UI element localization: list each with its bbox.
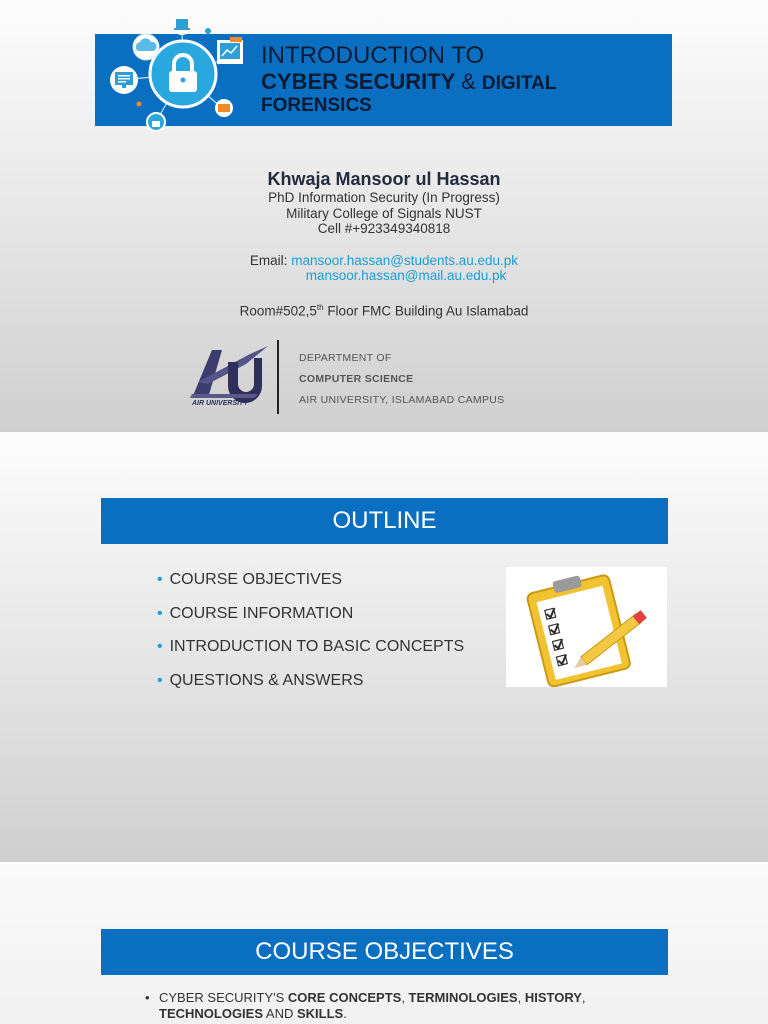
course-objectives-slide	[0, 864, 768, 1024]
logo-caption: AIR UNIVERSITY	[192, 400, 249, 407]
speaker-cell: Cell #+923349340818	[317, 221, 451, 236]
list-item-label: INTRODUCTION TO BASIC CONCEPTS	[169, 638, 465, 655]
bullet-dot: •	[157, 604, 163, 622]
title-cyber-security: CYBER SECURITY	[261, 69, 455, 94]
room-location	[0, 300, 768, 319]
list-item-label: QUESTIONS & ANSWERS	[169, 671, 364, 689]
bullet-dot: •	[157, 571, 163, 588]
objective-period: .	[343, 1006, 347, 1021]
email-link-2[interactable]: mansoor.hassan@mail.au.edu.pk	[305, 268, 507, 283]
outline-slide	[0, 432, 768, 864]
speaker-degree: PhD Information Security (In Progress)	[268, 190, 500, 205]
room-building: Floor FMC Building Au Islamabad	[323, 303, 529, 318]
list-item	[157, 570, 464, 604]
department-info	[299, 348, 504, 411]
objective-technologies: TECHNOLOGIES	[159, 1006, 264, 1021]
objective-skills: SKILLS	[296, 1006, 344, 1021]
objective-comma: ,	[401, 990, 409, 1005]
monitor-icon	[110, 66, 138, 94]
laptop-icon	[172, 15, 192, 35]
title-slide	[0, 0, 768, 432]
logo-divider	[277, 340, 279, 414]
speaker-name: Khwaja Mansoor ul Hassan	[267, 169, 501, 189]
email-link-1[interactable]: mansoor.hassan@students.au.edu.pk	[291, 252, 519, 268]
objective-terminologies: TERMINOLOGIES	[408, 990, 518, 1005]
air-university-logo	[188, 342, 272, 417]
small-lock-icon	[147, 113, 165, 131]
accent-dot	[205, 28, 211, 34]
objective-comma: ,	[517, 990, 525, 1005]
title-line-2	[261, 71, 557, 93]
room-number: Room#502,5	[239, 303, 317, 318]
speaker-college: Military College of Signals NUST	[286, 205, 482, 221]
objective-text: CYBER SECURITY'S	[159, 990, 288, 1005]
title-line-3: FORENSICS	[261, 95, 372, 116]
objectives-title: COURSE OBJECTIVES	[255, 938, 514, 965]
outline-title-bar	[101, 498, 668, 544]
security-icon-cluster	[110, 12, 260, 137]
bullet-dot: •	[157, 671, 163, 689]
dept-line-2: COMPUTER SCIENCE	[299, 373, 414, 385]
list-item	[157, 604, 464, 638]
objective-core-concepts: CORE CONCEPTS	[287, 990, 402, 1005]
presentation-title	[261, 44, 557, 115]
objective-item	[145, 990, 625, 1022]
title-line-1: INTRODUCTION TO	[261, 42, 485, 69]
objective-and: AND	[263, 1006, 297, 1021]
list-item-label: COURSE OBJECTIVES	[169, 571, 343, 588]
cloud-icon	[133, 34, 159, 60]
bullet-dot: •	[157, 638, 163, 655]
title-ampersand: &	[461, 69, 476, 94]
speaker-info	[0, 168, 768, 319]
chart-icon	[217, 37, 243, 64]
outline-list	[157, 570, 464, 704]
clipboard-image	[506, 567, 667, 687]
email-label: Email:	[249, 252, 288, 268]
objectives-title-bar	[101, 929, 668, 975]
list-item	[157, 637, 464, 671]
title-digital: DIGITAL	[481, 73, 557, 94]
clipboard-checklist-icon	[506, 567, 667, 687]
folder-icon	[215, 99, 233, 117]
email-block	[0, 253, 768, 284]
list-item-label: COURSE INFORMATION	[169, 604, 354, 622]
room-ordinal: th	[316, 302, 324, 312]
dept-line-3: AIR UNIVERSITY, ISLAMABAD CAMPUS	[299, 394, 505, 406]
objective-history: HISTORY	[524, 990, 582, 1005]
dept-line-1: DEPARTMENT OF	[299, 352, 392, 364]
list-item	[157, 671, 464, 705]
bullet-dot: •	[145, 990, 150, 1005]
outline-title: OUTLINE	[332, 507, 437, 534]
objective-comma: ,	[581, 990, 586, 1005]
accent-dot	[137, 102, 142, 107]
